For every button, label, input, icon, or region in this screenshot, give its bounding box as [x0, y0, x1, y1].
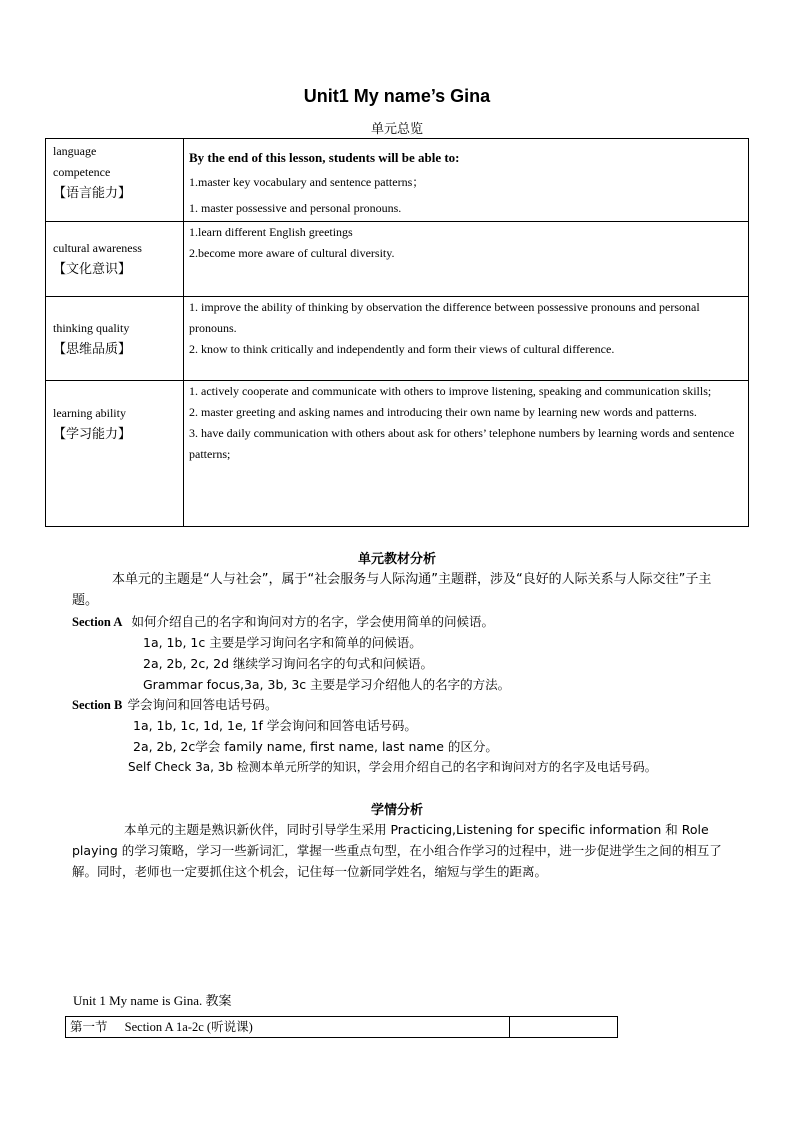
lesson-number: 第一节 — [70, 1019, 108, 1034]
row-content-language — [184, 139, 749, 222]
label-cn: 【学习能力】 — [53, 427, 132, 442]
list-item: 1a, 1b, 1c 主要是学习询问名字和简单的问候语。 — [143, 635, 422, 650]
analysis-heading: 单元教材分析 — [357, 552, 436, 567]
label-en: thinking quality — [53, 320, 130, 335]
analysis-intro: 本单元的主题是“人与社会”，属于“社会服务与人际沟通”主题群，涉及“良好的人际关系与人际交往”子主题。 — [72, 572, 712, 608]
list-item: Grammar focus,3a, 3b, 3c 主要是学习介绍他人的名字的方法。 — [143, 677, 511, 692]
content-line: By the end of this lesson, students will be able to: — [189, 150, 460, 165]
row-label-learning — [46, 381, 184, 527]
label-en: learning ability — [53, 406, 126, 420]
content-line: 1. improve the ability of thinking by observation the difference between possessive pronouns and personal pronouns. — [189, 300, 700, 335]
label-cn: 【语言能力】 — [53, 186, 132, 201]
row-label-thinking — [46, 297, 184, 381]
content-line: 3. have daily communication with others about ask for others’ telephone numbers by learning words and sentence patterns; — [189, 426, 735, 461]
row-content-thinking — [184, 297, 749, 381]
label-cn: 【文化意识】 — [53, 262, 132, 277]
content-line: 2.become more aware of cultural diversity. — [189, 246, 395, 260]
table-row — [66, 1017, 618, 1038]
label-cn: 【思维品质】 — [53, 341, 132, 357]
list-item: 1a, 1b, 1c, 1d, 1e, 1f 学会询问和回答电话号码。 — [133, 718, 417, 733]
learner-heading: 学情分析 — [370, 803, 423, 818]
table-row — [46, 381, 749, 527]
lesson-plan-title: Unit 1 My name is Gina. 教案 — [73, 993, 232, 1008]
section-a-text: 如何介绍自己的名字和询问对方的名字，学会使用简单的问候语。 — [131, 614, 494, 629]
row-content-learning — [184, 381, 749, 527]
content-line: 1. master possessive and personal pronouns. — [189, 201, 402, 215]
table-row — [46, 222, 749, 297]
lesson-cell — [66, 1017, 510, 1038]
learner-analysis: 本单元的主题是熟识新伙伴，同时引导学生采用 Practicing,Listening for specific information 和 Role playing 的学习策略，学习一些新词汇，掌握一些重点句型，在小组合作学习的过程中，进一步促进学生之间的相互了解。同时，老师也一定要抓住这个机会，记住每一位新同学姓名，缩短与学生的距离。 — [72, 822, 722, 879]
label-en-2: competence — [53, 165, 111, 179]
content-line: 1. actively cooperate and communicate with others to improve listening, speaking and communication skills; — [189, 384, 712, 398]
content-line: 1.learn different English greetings — [189, 225, 353, 239]
content-line: 2. master greeting and asking names and introducing their own name by learning new words and patterns. — [189, 405, 697, 419]
list-item: Self Check 3a, 3b 检测本单元所学的知识，学会用介绍自己的名字和询问对方的名字及电话号码。 — [128, 760, 657, 774]
content-line: 2. know to think critically and independently and form their views of cultural difference. — [189, 342, 615, 356]
page-title: Unit1 My name’s Gina — [303, 86, 491, 106]
section-b-text: 学会询问和回答电话号码。 — [127, 697, 278, 712]
content-line: 1.master key vocabulary and sentence patterns； — [189, 175, 425, 189]
section-a-line — [72, 611, 494, 633]
section-b-label: Section B — [72, 698, 123, 712]
list-item: 2a, 2b, 2c, 2d 继续学习询问名字的句式和问候语。 — [143, 656, 434, 671]
lesson-table — [65, 1016, 618, 1038]
label-en: language — [53, 144, 97, 158]
overview-subtitle: 单元总览 — [370, 122, 423, 137]
unit-overview-table — [45, 138, 749, 527]
lesson-cell-empty — [510, 1017, 618, 1038]
row-content-cultural — [184, 222, 749, 297]
section-a-label: Section A — [72, 615, 123, 629]
list-item: 2a, 2b, 2c学会 family name, first name, last name 的区分。 — [133, 739, 498, 754]
section-b-line — [72, 694, 278, 716]
table-row — [46, 297, 749, 381]
table-row — [46, 139, 749, 222]
lesson-section: Section A 1a-2c (听说课) — [124, 1020, 253, 1034]
label-en: cultural awareness — [53, 241, 142, 255]
row-label-cultural — [46, 222, 184, 297]
row-label-language — [46, 139, 184, 222]
